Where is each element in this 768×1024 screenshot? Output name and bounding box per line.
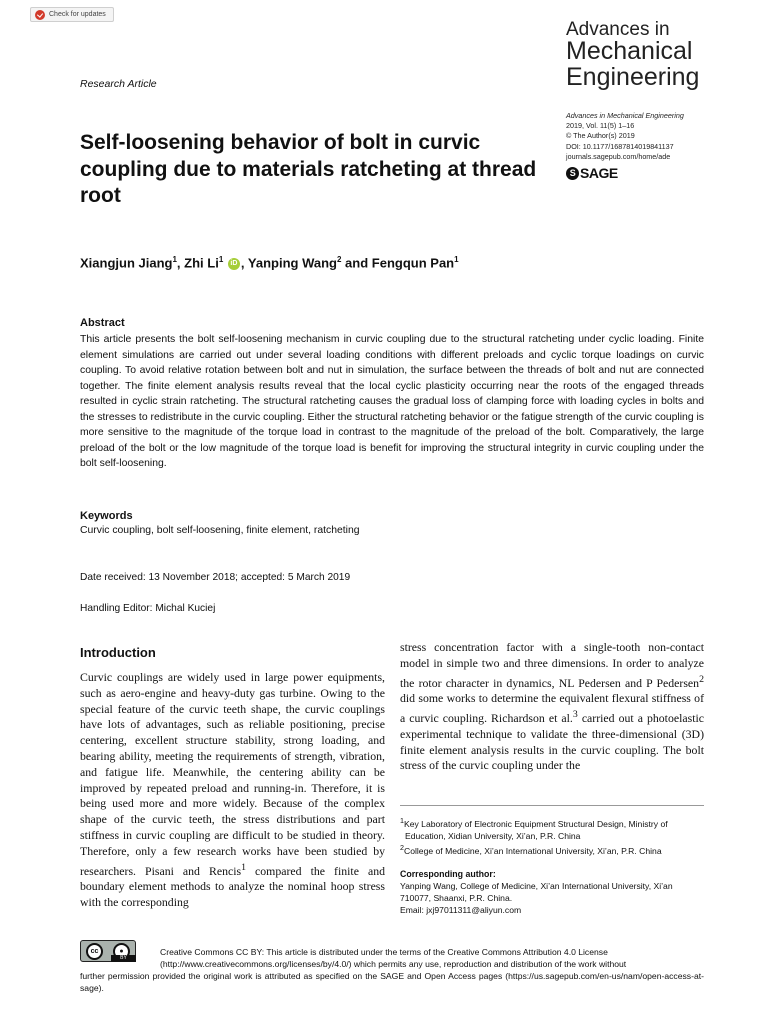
abstract-heading: Abstract (80, 317, 125, 329)
check-for-updates-label: Check for updates (49, 11, 106, 18)
meta-copyright: © The Author(s) 2019 (566, 131, 635, 141)
meta-journal-name: Advances in Mechanical Engineering (566, 111, 684, 120)
author-affiliation: 2 (336, 255, 342, 264)
author-name: Xiangjun Jiang (80, 255, 173, 271)
journal-title-line2: Mechanical (566, 37, 693, 66)
publication-meta (566, 111, 684, 162)
sage-logo (566, 165, 618, 181)
license-text-2: further permission provided the original work is attributed as specified on the SAGE and Open Access pages (https://us.sagepub.com/en-us/nam/open-access-at-sage). (80, 971, 704, 994)
meta-doi[interactable]: DOI: 10.1177/1687814019841137 (566, 141, 674, 151)
author-affiliation: 1 (172, 255, 177, 264)
author-name: Yanping Wang (247, 255, 337, 271)
affiliation-2: $^2$College of Medicine, Xi’an International University, Xi’an, P.R. China (400, 844, 662, 856)
dates-received: Date received: 13 November 2018; accepted: 5 March 2019 (80, 572, 351, 583)
meta-volume: 2019, Vol. 11(5) 1–16 (566, 121, 635, 131)
journal-title-line3: Engineering (566, 62, 700, 91)
cc-by-license-icon[interactable] (80, 940, 136, 962)
by-label: BY (111, 955, 136, 962)
sage-s-icon: S (566, 167, 579, 180)
affiliation-1: $^1$Key Laboratory of Electronic Equipment Structural Design, Ministry of Education, Xidian University, Xi’an, P.R. China (400, 817, 668, 841)
footnote-divider (400, 805, 704, 806)
citation-ref[interactable]: 3 (572, 709, 578, 721)
intro-right-column: stress concentration factor with a single-tooth non-contact model in simple two and three dimensions. In order to analyze the rotor character in dynamics, NL Pedersen and P Pedersen$^2$ did some works to determine the equivalent flexural stiffness of a curvic coupling. Richardson et al.$^3$ carried out a photoelastic experimental technique to validate the three-dimensional (3D) finite element analysis results in the curvic coupling. The bolt stress of the curvic coupling under the (400, 640, 704, 773)
article-type: Research Article (80, 78, 157, 90)
meta-url[interactable]: journals.sagepub.com/home/ade (566, 151, 671, 161)
journal-logo (566, 20, 699, 90)
paper-title: Self-loosening behavior of bolt in curvic coupling due to materials ratcheting at thread root (80, 131, 537, 207)
keywords-text: Curvic coupling, bolt self-loosening, finite element, ratcheting (80, 525, 360, 536)
corresponding-email[interactable]: Email: jxj97011311@aliyun.com (400, 905, 522, 915)
license-text-1: Creative Commons CC BY: This article is distributed under the terms of the Creative Commons Attribution 4.0 License (http://www.creativecommons.org/licenses/by/4.0/) which permits any use, reproduction and distribution of the work without (160, 947, 627, 970)
intro-left-column: Curvic couplings are widely used in large power equipments, such as aero-engine and heavy-duty gas turbine. Owing to the special feature of the curvic teeth shape, the curvic couplings have lots of advantages, such as reliable positioning, precise centering, excellent structure stability, strong loading, and bearing ability, meeting the requirements of strength, vibration, and fatigue life. Meanwhile, the centering ability can be improved by repeated preload and running-in. Therefore, it is being used more and more widely. Because of the complex shape of the curvic teeth, the stress distributions and part stiffness in curvic coupling are difficult to be studied in theory. Therefore, only a few research works have been studied by researchers. Pisani and Rencis$^1$ compared the finite and boundary element methods to analyze the nominal hoop stress with the corresponding (80, 670, 386, 910)
citation-ref[interactable]: 2 (699, 673, 704, 685)
orcid-icon[interactable]: iD (228, 258, 240, 270)
introduction-heading: Introduction (80, 645, 156, 660)
author-list: Xiangjun Jiang$^1$, Zhi Li$^1$ iD , Yanping Wang$^2$ and Fengqun Pan$^1$ (80, 255, 459, 271)
author-name: Fengqun Pan (371, 255, 455, 271)
cc-icon: cc (86, 943, 103, 960)
author-name: Zhi Li (184, 255, 219, 271)
check-for-updates-badge[interactable] (30, 7, 114, 22)
check-icon (35, 10, 45, 20)
attribution-icon: ● (113, 943, 130, 960)
corresponding-author-heading: Corresponding author: (400, 869, 496, 879)
citation-ref[interactable]: 1 (241, 861, 247, 873)
abstract-text: This article presents the bolt self-loosening mechanism in curvic coupling due to the structural ratcheting under cyclic loading. Finite element simulations are carried out under several loading conditions with different preloads and cyclic torque loadings on curvic coupling. To avoid relative rotation between bolt and nut in simulation, the surface between the threads of bolt and nut are connected together. The finite element analysis results reveal that the local cyclic plasticity occurring near the roots of the engaged threads resulted in cyclic strain ratcheting. The structural ratcheting causes the gradual loss of clamping force with loading cycles in bolts and the stresses to redistribute in the curvic coupling. Either the structural ratcheting behavior or the fatigue strength of the curvic coupling is more sensitive to the magnitude of the torque load in contrast to the magnitude of the preload of the bolt. Comparatively, the large preload of the bolt or the low magnitude of the torque load is benefit for improving the structural integrity in curvic coupling under the bolt self-loosening. (80, 334, 704, 469)
keywords-heading: Keywords (80, 510, 133, 522)
journal-title-line1: Advances in (566, 19, 670, 40)
corresponding-author-details: Yanping Wang, College of Medicine, Xi’an International University, Xi’an 710077, Shaanxi, P.R. China. Email: jxj97011311@aliyun.com (400, 880, 704, 916)
author-affiliation: 1 (218, 255, 224, 264)
handling-editor: Handling Editor: Michal Kuciej (80, 603, 216, 614)
sage-label: SAGE (580, 165, 618, 181)
author-affiliation: 1 (454, 255, 459, 264)
